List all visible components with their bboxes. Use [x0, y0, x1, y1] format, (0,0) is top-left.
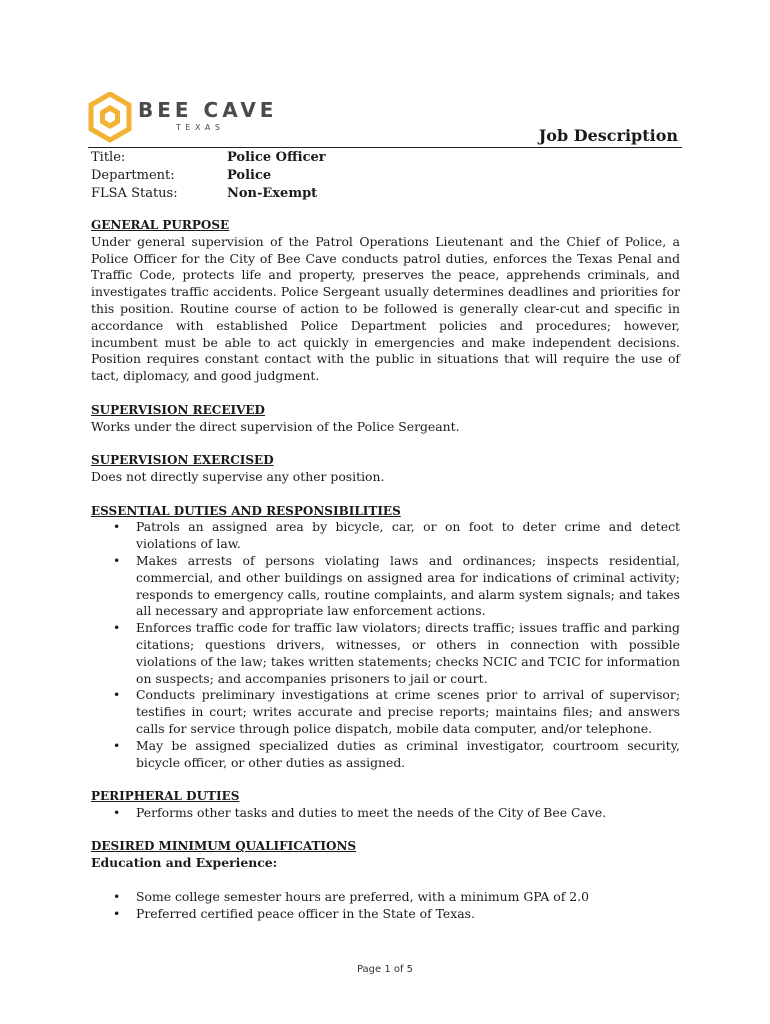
bullet-icon: •	[113, 888, 121, 904]
bullet-icon: •	[113, 804, 121, 820]
logo-wordmark: BEE CAVE	[138, 98, 278, 122]
document-title: Job Description	[538, 126, 678, 145]
bullet-icon: •	[113, 905, 121, 921]
page-number: Page 1 of 5	[356, 964, 414, 975]
section-heading: ESSENTIAL DUTIES AND RESPONSIBILITIES	[91, 503, 401, 518]
bullet-icon: •	[113, 737, 121, 753]
meta-row-flsa	[91, 185, 326, 203]
bullet-icon: •	[113, 687, 121, 703]
list-item: • Performs other tasks and duties to meet the needs of the City of Bee Cave.	[113, 804, 607, 820]
qualifications-list	[91, 889, 680, 923]
meta-row-department	[91, 167, 326, 185]
bee-cave-logo	[88, 92, 278, 144]
section-heading: PERIPHERAL DUTIES	[91, 789, 240, 804]
bullet-icon: •	[113, 519, 121, 535]
section-peripheral-duties	[91, 788, 680, 822]
subsection-heading: Education and Experience:	[91, 855, 278, 871]
list-item: • Some college semester hours are preferred, with a minimum GPA of 2.0	[113, 888, 589, 904]
meta-label: Title:	[91, 150, 126, 165]
meta-label: FLSA Status:	[91, 186, 178, 201]
logo-state: TEXAS	[176, 123, 225, 132]
section-qualifications	[91, 838, 680, 922]
bullet-icon: •	[113, 620, 121, 636]
document-body	[91, 217, 680, 922]
section-heading: SUPERVISION EXERCISED	[91, 453, 274, 468]
job-meta	[91, 149, 326, 203]
section-text: Does not directly supervise any other position.	[91, 468, 385, 484]
section-supervision-received	[91, 402, 680, 436]
section-heading: GENERAL PURPOSE	[91, 218, 230, 232]
meta-row-title	[91, 149, 326, 167]
list-item: • Makes arrests of persons violating laws and ordinances; inspects residential, commercial, and other buildings on assigned area for indications of criminal activity; responds to emergency calls, routine complaints, and alarm system signals; and takes all necessary and appropriate law enforcement actions.	[113, 552, 680, 619]
section-heading: SUPERVISION RECEIVED	[91, 402, 265, 417]
section-heading: DESIRED MINIMUM QUALIFICATIONS	[91, 839, 357, 854]
section-text: Under general supervision of the Patrol Operations Lieutenant and the Chief of Police, a Police Officer for the City of Bee Cave conducts patrol duties, enforces the Texas Penal and Traffic Code, protects life and property, preserves the peace, apprehends criminals, and investigates traffic accidents. Police Sergeant usually determines deadlines and priorities for this position. Routine course of action to be followed is generally clear-cut and specific in accordance with established Police Department policies and procedures; however, incumbent must be able to act quickly in emergencies and make independent decisions. Position requires constant contact with the public in situations that will require the use of tact, diplomacy, and good judgment.	[91, 233, 680, 384]
bullet-icon: •	[113, 552, 121, 568]
header-divider	[88, 147, 682, 148]
list-item: • Enforces traffic code for traffic law violators; directs traffic; issues traffic and parking citations; questions drivers, witnesses, or others in connection with possible violations of the law; takes written statements; checks NCIC and TCIC for information on suspects; and accompanies prisoners to jail or court.	[113, 620, 680, 686]
section-text: Works under the direct supervision of the Police Sergeant.	[91, 418, 460, 434]
hexagon-logo-icon	[88, 92, 132, 144]
list-item: • Patrols an assigned area by bicycle, car, or on foot to deter crime and detect violations of law.	[113, 519, 680, 552]
meta-value: Non-Exempt	[227, 186, 318, 201]
section-supervision-exercised	[91, 452, 680, 486]
section-general-purpose	[91, 217, 680, 385]
list-item: • Preferred certified peace officer in the State of Texas.	[113, 905, 475, 921]
meta-label: Department:	[91, 168, 175, 183]
meta-value: Police Officer	[227, 150, 326, 165]
duties-list	[91, 519, 680, 771]
peripheral-list	[91, 805, 680, 822]
section-essential-duties	[91, 503, 680, 772]
list-item: • Conducts preliminary investigations at crime scenes prior to arrival of supervisor; testifies in court; writes accurate and precise reports; maintains files; and answers calls for service through police dispatch, mobile data computer, and/or telephone.	[113, 687, 680, 736]
meta-value: Police	[227, 168, 272, 183]
list-item: • May be assigned specialized duties as criminal investigator, courtroom security, bicycle officer, or other duties as assigned.	[113, 737, 680, 770]
